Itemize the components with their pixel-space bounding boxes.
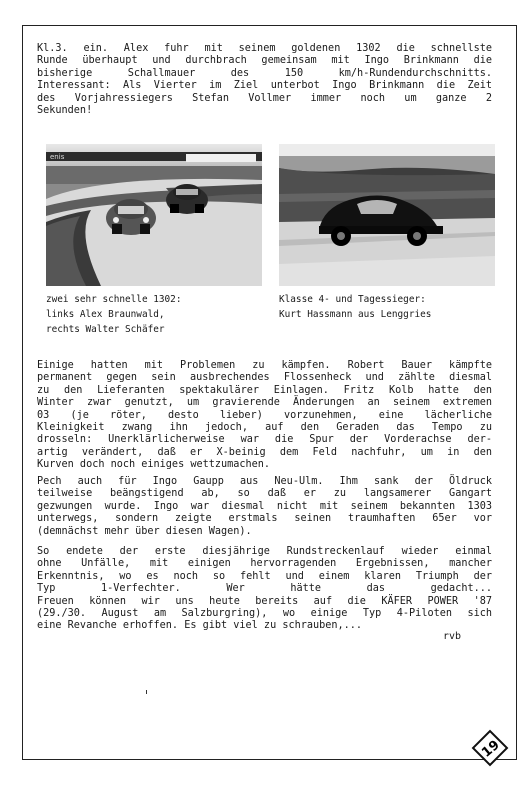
text-line: unterwegs, sondern zeigte erstmals seinen traumhaften 65er vor [37,513,492,525]
caption-line: Klasse 4- und Tagessieger: [279,294,426,305]
page-number-badge [470,728,510,768]
caption-line: Kurt Hassmann aus Lenggries [279,309,432,320]
photo-class-winner-image [279,144,495,286]
svg-text:enis: enis [50,153,65,161]
text-line: Einige hatten mit Problemen zu kämpfen. Robert Bauer kämpfte [37,360,492,371]
page-number: 19 [479,737,503,761]
text-line: (demnächst mehr über diesen Wagen). [37,525,252,537]
photo-two-beetles-image [46,144,262,286]
caption-line: links Alex Braunwald, [46,309,165,320]
stray-mark [146,690,147,694]
text-line: (29./30. August am Salzburgring), wo einige Typ 4-Piloten sich [37,608,492,620]
text-line: des Vorjahressiegers Stefan Vollmer immer noch um ganze 2 [37,92,492,104]
caption-line: rechts Walter Schäfer [46,324,165,335]
text-line: Kl.3. ein. Alex fuhr mit seinem goldenen 1302 die schnellste [37,43,492,54]
text-line: Winter zwar genutzt, um gravierende Änderungen an seinem extremen [37,397,492,409]
caption-line: zwei sehr schnelle 1302: [46,294,182,305]
text-line: eine Revanche erhoffen. Es gibt viel zu schrauben,... [37,620,363,632]
author-signature: rvb [443,631,462,642]
photo-two-beetles [46,144,262,286]
text-line: Kurven doch noch einiges wettzumachen. [37,459,271,471]
text-line: ohne Unfälle, mit einigen hervorragenden Ergebnissen, mancher [37,558,492,570]
text-line: Kleinigkeit zwang ihn jedoch, auf den Geraden das Tempo zu [37,422,492,434]
text-line: teilweise beängstigend ab, so daß er zu langsamerer Gangart [37,488,492,500]
text-line: Runde überhaupt und durchbrach gemeinsam mit Ingo Brinkmann die [37,55,492,67]
text-line: Freuen können wir uns heute bereits auf die KÄFER POWER '87 [37,595,492,607]
text-line: Pech auch für Ingo Gaupp aus Neu-Ulm. Ihm sank der Öldruck [37,476,492,487]
text-line: gezwungen wurde. Ingo war diesmal nicht mit seinem bekannten 1303 [37,500,492,512]
paragraph-3 [37,476,492,538]
text-line: 03 (je röter, desto lieber) vorzunehmen, eine lächerliche [37,409,492,421]
photo-class-winner [279,144,495,286]
text-line: Interessant: Als Vierter im Ziel unterbot Ingo Brinkmann die Zeit [37,80,492,92]
text-line: Typ 1-Verfechter. Wer hätte das gedacht... [37,583,492,595]
photo-caption-left [46,292,181,337]
text-line: permanent gegen sein ausbrechendes Flossenheck und zählte diesmal [37,372,492,384]
text-line: Sekunden! [37,105,93,117]
text-line: drosseln: Unerklärlicherweise war die Spur der Vorderachse der- [37,434,492,446]
paragraph-2 [37,360,492,472]
paragraph-4 [37,546,492,633]
paragraph-1 [37,43,492,117]
text-line: artig verändert, daß er X-beinig dem Feld nachfuhr, um in den [37,446,492,458]
photo-caption-right [279,292,431,322]
text-line: zu den Lieferanten spektakulärer Einlagen. Fritz Kolb hatte den [37,384,492,396]
text-line: Erkenntnis, wo es noch so fehlt und einem klaren Triumph der [37,570,492,582]
text-line: bisherige Schallmauer des 150 km/h-Rundendurchschnitts. [37,67,492,79]
text-line: So endete der erste diesjährige Rundstreckenlauf wieder einmal [37,546,492,557]
